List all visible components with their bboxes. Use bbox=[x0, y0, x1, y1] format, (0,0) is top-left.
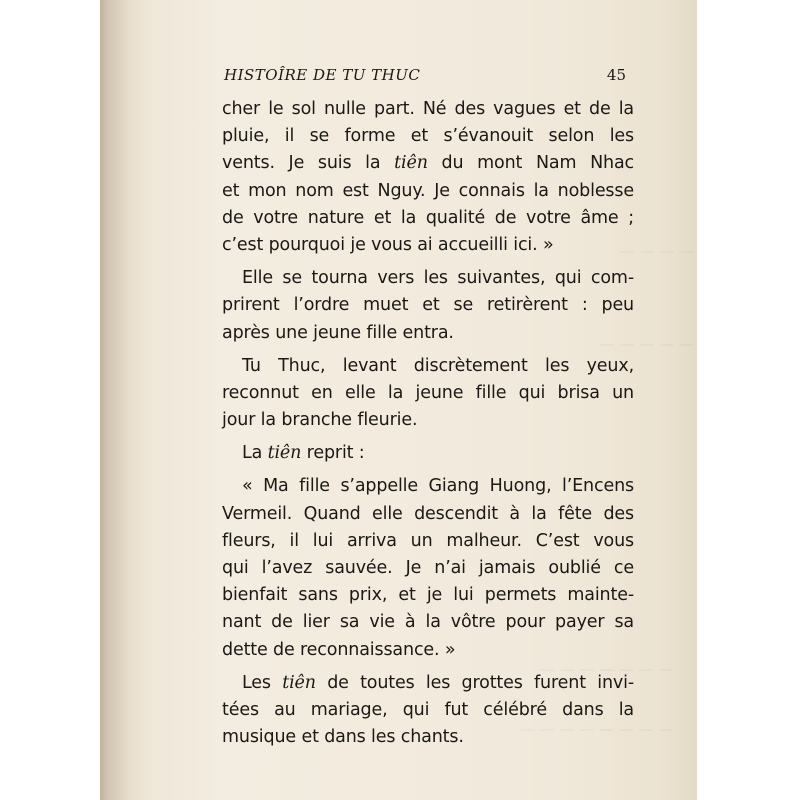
text-line: prirent l’ordre muet et se retirèrent : peu bbox=[222, 295, 634, 316]
paragraph bbox=[222, 440, 634, 467]
italic-term: tiên bbox=[267, 443, 302, 464]
text-line bbox=[222, 150, 634, 177]
text-line: fleurs, il lui arriva un malheur. C’est vous bbox=[222, 530, 634, 551]
text-line: et mon nom est Nguy. Je connais la noblesse bbox=[222, 180, 634, 201]
page-content bbox=[222, 60, 634, 751]
text-segment: du mont Nam Nhac bbox=[427, 153, 634, 174]
text-line: bienfait sans prix, et je lui permets mainte- bbox=[222, 585, 634, 606]
paragraph bbox=[222, 265, 634, 347]
running-title: HISTOÎRE DE TU THUC bbox=[224, 66, 421, 84]
italic-term: tiên bbox=[282, 672, 316, 693]
text-line: pluie, il se forme et s’évanouit selon les bbox=[222, 126, 634, 147]
paragraph bbox=[222, 670, 634, 752]
body-text bbox=[222, 96, 634, 751]
text-line: reconnut en elle la jeune fille qui brisa un bbox=[222, 382, 634, 403]
text-segment: La bbox=[242, 443, 268, 464]
text-segment: de toutes les grottes furent invi- bbox=[315, 672, 634, 693]
text-line: Vermeil. Quand elle descendit à la fête des bbox=[222, 503, 634, 524]
text-line: nant de lier sa vie à la vôtre pour payer sa bbox=[222, 612, 634, 633]
text-line: qui l’avez sauvée. Je n’ai jamais oublié ce bbox=[222, 558, 634, 578]
text-line: « Ma fille s’appelle Giang Huong, l’Encens bbox=[242, 476, 634, 497]
paragraph bbox=[222, 473, 634, 663]
text-segment: reprit : bbox=[301, 443, 365, 464]
text-line: c’est pourquoi je vous ai accueilli ici. » bbox=[222, 234, 554, 255]
text-line bbox=[222, 670, 634, 697]
show-through-text: — — — — — — — bbox=[540, 660, 674, 678]
text-line: après une jeune fille entra. bbox=[222, 322, 454, 343]
italic-term: tiên bbox=[394, 153, 428, 174]
text-line: de votre nature et la qualité de votre âme ; bbox=[222, 207, 634, 228]
text-line: Tu Thuc, levant discrètement les yeux, bbox=[242, 355, 634, 376]
show-through-text: — — — — — bbox=[600, 335, 695, 353]
paragraph bbox=[222, 353, 634, 435]
paragraph bbox=[222, 96, 634, 259]
text-line bbox=[222, 440, 634, 467]
text-line: musique et dans les chants. bbox=[222, 727, 464, 748]
text-segment: Les bbox=[242, 672, 283, 693]
running-head bbox=[222, 60, 634, 96]
show-through-text: — — — — — — — — bbox=[520, 720, 674, 738]
show-through-text: — — — — bbox=[620, 242, 695, 260]
text-line: jour la branche fleurie. bbox=[222, 410, 418, 431]
text-line: Elle se tourna vers les suivantes, qui com- bbox=[242, 268, 634, 289]
page-number: 45 bbox=[606, 66, 626, 84]
page-gutter-shadow bbox=[100, 0, 155, 800]
text-segment: vents. Je suis la bbox=[222, 153, 395, 174]
text-line: tées au mariage, qui fut célébré dans la bbox=[222, 699, 634, 720]
text-line: cher le sol nulle part. Né des vagues et de la bbox=[222, 99, 634, 119]
text-line: dette de reconnaissance. » bbox=[222, 639, 456, 660]
